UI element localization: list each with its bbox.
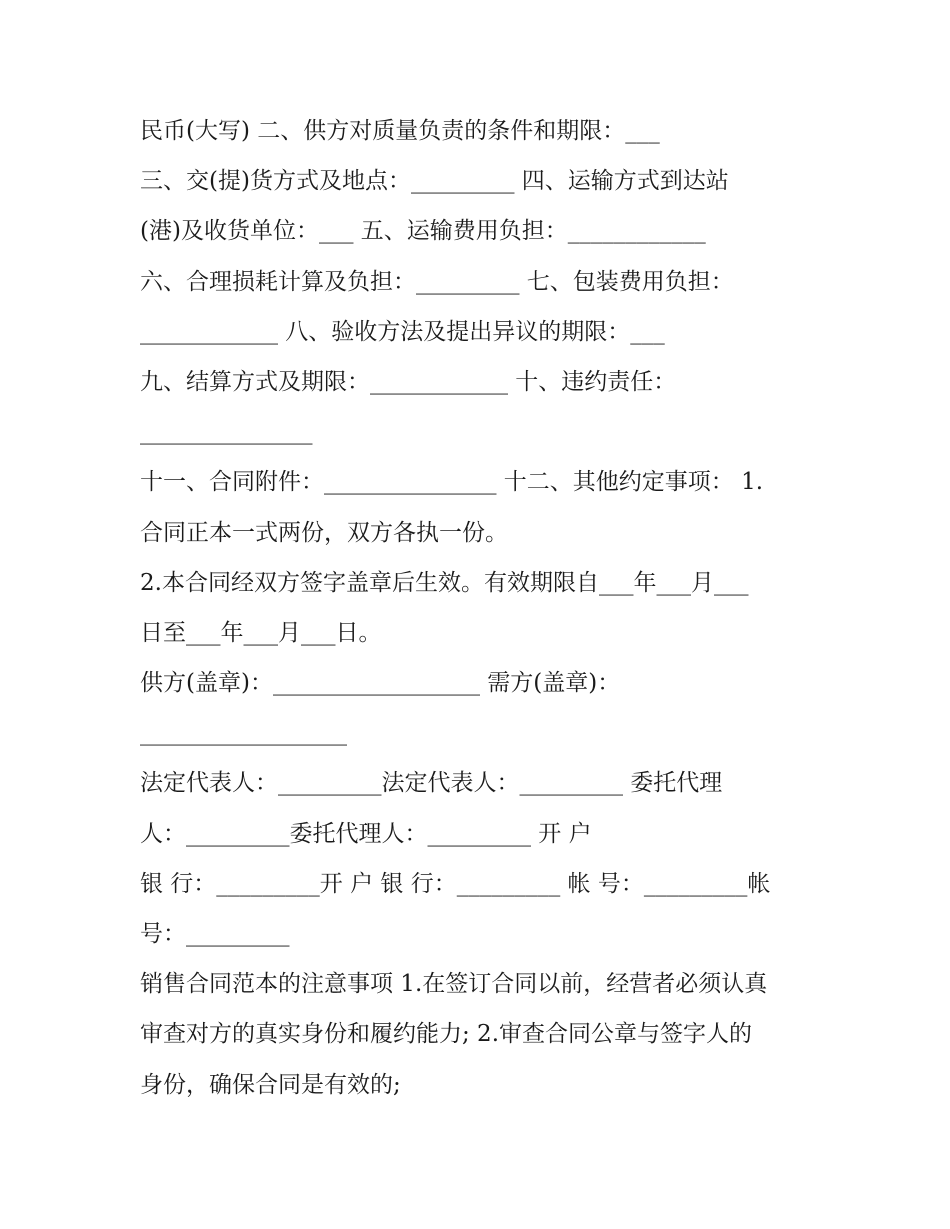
text-line: 六、合理损耗计算及负担：_________ 七、包装费用负担： [140,268,734,295]
text-line: 供方(盖章)：__________________ 需方(盖章)： [140,670,621,697]
text-line: 三、交(提)货方式及地点：_________ 四、运输方式到达站 [140,168,729,195]
text-line: 银 行：_________开 户 银 行：_________ 帐 号：_________帐 [140,870,771,897]
text-line: 日至___年___月___日。 [140,619,382,646]
text-line: 法定代表人：_________法定代表人：_________ 委托代理 [140,770,723,797]
text-line: 身份，确保合同是有效的; [140,1071,401,1098]
text-line: 民币(大写) 二、供方对质量负责的条件和期限：___ [140,118,660,144]
text-line: 号：_________ [140,921,290,947]
text-line: 九、结算方式及期限：____________ 十、违约责任： [140,368,677,395]
text-line: __________________ [140,720,347,747]
contract-body [140,108,820,1112]
text-line: (港)及收货单位：___ 五、运输费用负担：____________ [140,218,706,245]
text-line: 十一、合同附件：_______________ 十二、其他约定事项： 1. [140,469,764,496]
text-line: 2.本合同经双方签字盖章后生效。有效期限自___年___月___ [140,569,749,596]
text-line: _______________ [140,419,313,446]
text-line: 人：_________委托代理人：_________ 开 户 [140,820,592,847]
text-line: ____________ 八、验收方法及提出异议的期限：___ [140,318,665,345]
text-line: 销售合同范本的注意事项 1.在签订合同以前，经营者必须认真 [140,971,768,998]
text-line: 审查对方的真实身份和履约能力; 2.审查合同公章与签字人的 [140,1021,753,1048]
text-line: 合同正本一式两份，双方各执一份。 [140,519,508,546]
